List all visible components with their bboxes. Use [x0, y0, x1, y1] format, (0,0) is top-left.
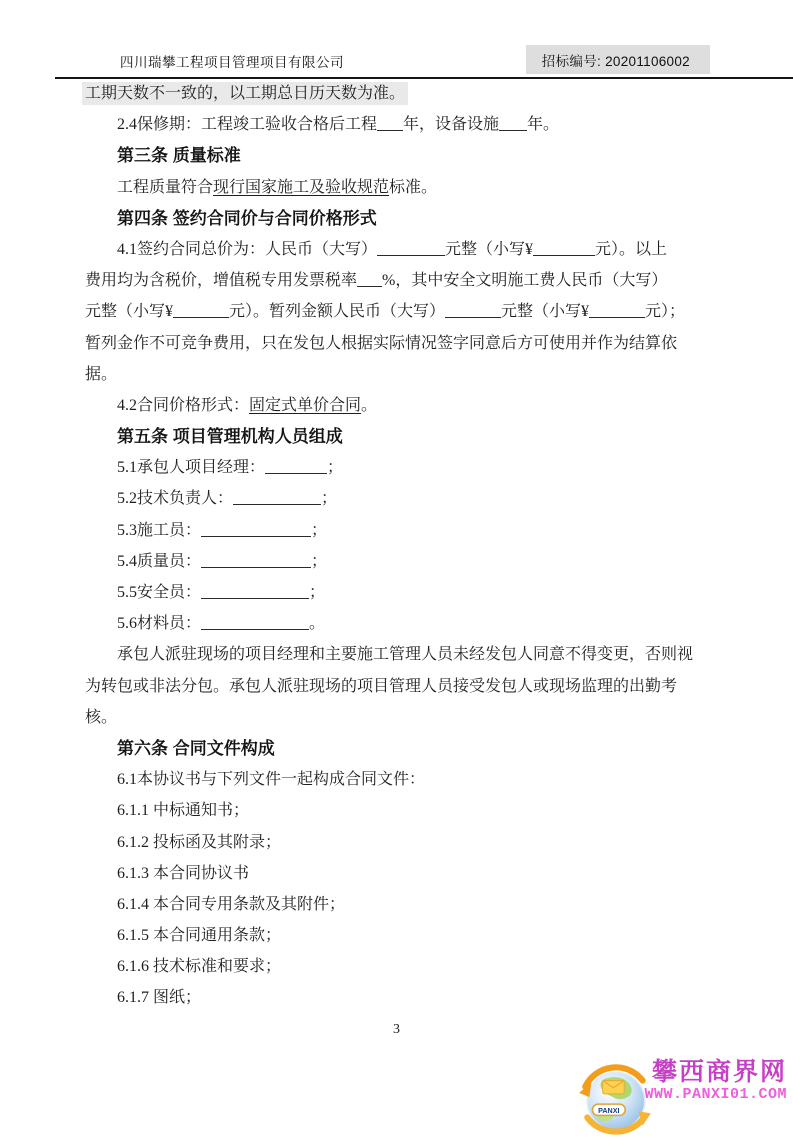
text-run: ； — [311, 552, 328, 570]
text-run: 2.4保修期：工程竣工验收合格后工程 — [117, 116, 378, 134]
company-name: 四川瑞攀工程项目管理项目有限公司 — [120, 55, 344, 70]
text-run: 6.1.7 图纸； — [117, 989, 202, 1007]
text-line — [85, 359, 713, 390]
text-run: 元）； — [645, 303, 686, 321]
text-line — [85, 608, 713, 639]
blank-fill-line — [265, 460, 327, 474]
text-run: 承包人派驻现场的项目经理和主要施工管理人员未经发包人同意不得变更，否则视 — [117, 646, 694, 664]
text-run: 。 — [309, 615, 326, 633]
text-run: 5.6材料员： — [117, 615, 202, 633]
text-line — [85, 764, 713, 795]
text-run: 5.3施工员： — [117, 521, 202, 539]
text-run: ； — [309, 584, 326, 601]
blank-fill-line — [201, 554, 311, 568]
text-run: 元整（小写¥ — [501, 303, 590, 321]
text-run: 6.1.1 中标通知书； — [117, 802, 250, 820]
blank-fill-line — [377, 117, 403, 131]
text-run: ； — [311, 521, 328, 539]
section-heading — [85, 421, 713, 452]
text-line — [85, 889, 713, 920]
document-body — [85, 78, 713, 1014]
blank-fill-line — [201, 585, 309, 599]
text-line — [85, 78, 713, 109]
text-run: ； — [321, 490, 338, 508]
watermark-text — [644, 1059, 787, 1105]
text-run: 标准。 — [389, 178, 438, 196]
text-run: 为转包或非法分包。承包人派驻现场的项目管理人员接受发包人或现场监理的出勤考 — [85, 677, 678, 695]
blank-fill-line — [377, 242, 445, 256]
text-line — [85, 265, 713, 296]
text-run: 6.1.3 本合同协议书 — [117, 864, 250, 882]
text-run: 工程质量符合 — [117, 178, 214, 196]
text-run: 。 — [361, 396, 378, 414]
page-number: 3 — [393, 1022, 400, 1037]
section-heading — [85, 733, 713, 764]
text-line — [85, 639, 713, 670]
text-line — [85, 483, 713, 514]
text-run: 元整（小写¥ — [85, 303, 174, 321]
blank-fill-line — [201, 616, 309, 630]
text-run: 元）。以上 — [595, 240, 668, 258]
text-line — [85, 951, 713, 982]
text-line — [85, 920, 713, 951]
text-run: 第六条 合同文件构成 — [117, 738, 275, 758]
text-line — [85, 234, 713, 265]
blank-fill-line — [445, 304, 501, 318]
text-run: 第四条 签约合同价与合同价格形式 — [117, 208, 377, 228]
text-run: 暂列金作不可竞争费用，只在发包人根据实际情况签字同意后方可使用并作为结算依 — [85, 334, 678, 352]
text-line — [85, 795, 713, 826]
site-name: 攀西商界网 — [651, 1058, 787, 1086]
text-run: 6.1本协议书与下列文件一起构成合同文件： — [117, 771, 426, 789]
blank-fill-line — [499, 117, 527, 131]
text-run: 5.1承包人项目经理： — [117, 459, 266, 477]
text-run: 工期天数不一致的，以工期总日历天数为准。 — [85, 85, 406, 102]
underlined-text: 现行国家施工及验收规范 — [213, 178, 390, 196]
text-run: 核。 — [85, 708, 118, 726]
section-heading — [85, 140, 713, 171]
text-run: 据。 — [85, 365, 118, 383]
text-run: 第五条 项目管理机构人员组成 — [117, 427, 343, 447]
text-run: %，其中安全文明施工费人民币（大写） — [382, 272, 668, 290]
underlined-text: 固定式单价合同 — [249, 396, 362, 414]
page-header — [55, 45, 793, 79]
text-line — [85, 390, 713, 421]
text-run: 6.1.6 技术标准和要求； — [117, 958, 282, 976]
text-line — [85, 328, 713, 359]
text-run: 第三条 质量标准 — [117, 146, 241, 166]
text-line — [85, 982, 713, 1013]
text-run: 年，设备设施 — [403, 116, 500, 134]
blank-fill-line — [357, 273, 382, 287]
text-run: 4.1签约合同总价为：人民币（大写） — [117, 240, 378, 258]
text-run: 6.1.2 投标函及其附录； — [117, 833, 282, 851]
text-run: 费用均为含税价，增值税专用发票税率 — [85, 272, 358, 290]
text-line — [85, 858, 713, 889]
blank-fill-line — [533, 242, 595, 256]
text-line — [85, 577, 713, 608]
bid-number: 招标编号: 20201106002 — [526, 45, 710, 74]
text-line — [85, 172, 713, 203]
text-line — [85, 546, 713, 577]
text-line — [85, 515, 713, 546]
section-heading — [85, 203, 713, 234]
text-run: 元）。暂列金额人民币（大写） — [229, 303, 446, 321]
text-line — [85, 702, 713, 733]
text-line — [85, 827, 713, 858]
text-run: 6.1.4 本合同专用条款及其附件； — [117, 895, 346, 913]
blank-fill-line — [173, 304, 229, 318]
blank-fill-line — [589, 304, 645, 318]
text-run: 5.5安全员： — [117, 584, 202, 601]
text-line — [85, 671, 713, 702]
logo-text: PANXI — [598, 1106, 620, 1115]
text-line — [85, 109, 713, 140]
text-run: ； — [327, 459, 344, 477]
blank-fill-line — [233, 491, 321, 505]
text-line — [85, 296, 713, 327]
text-run: 4.2合同价格形式： — [117, 396, 250, 414]
text-run: 5.2技术负责人： — [117, 490, 234, 508]
blank-fill-line — [201, 523, 311, 537]
site-watermark — [581, 1058, 791, 1122]
text-run: 年。 — [527, 116, 560, 134]
text-run: 5.4质量员： — [117, 552, 202, 570]
text-run: 元整（小写¥ — [445, 240, 534, 258]
site-url: WWW.PANXI01.COM — [644, 1086, 787, 1103]
text-run: 6.1.5 本合同通用条款； — [117, 927, 282, 945]
text-line — [85, 452, 713, 483]
